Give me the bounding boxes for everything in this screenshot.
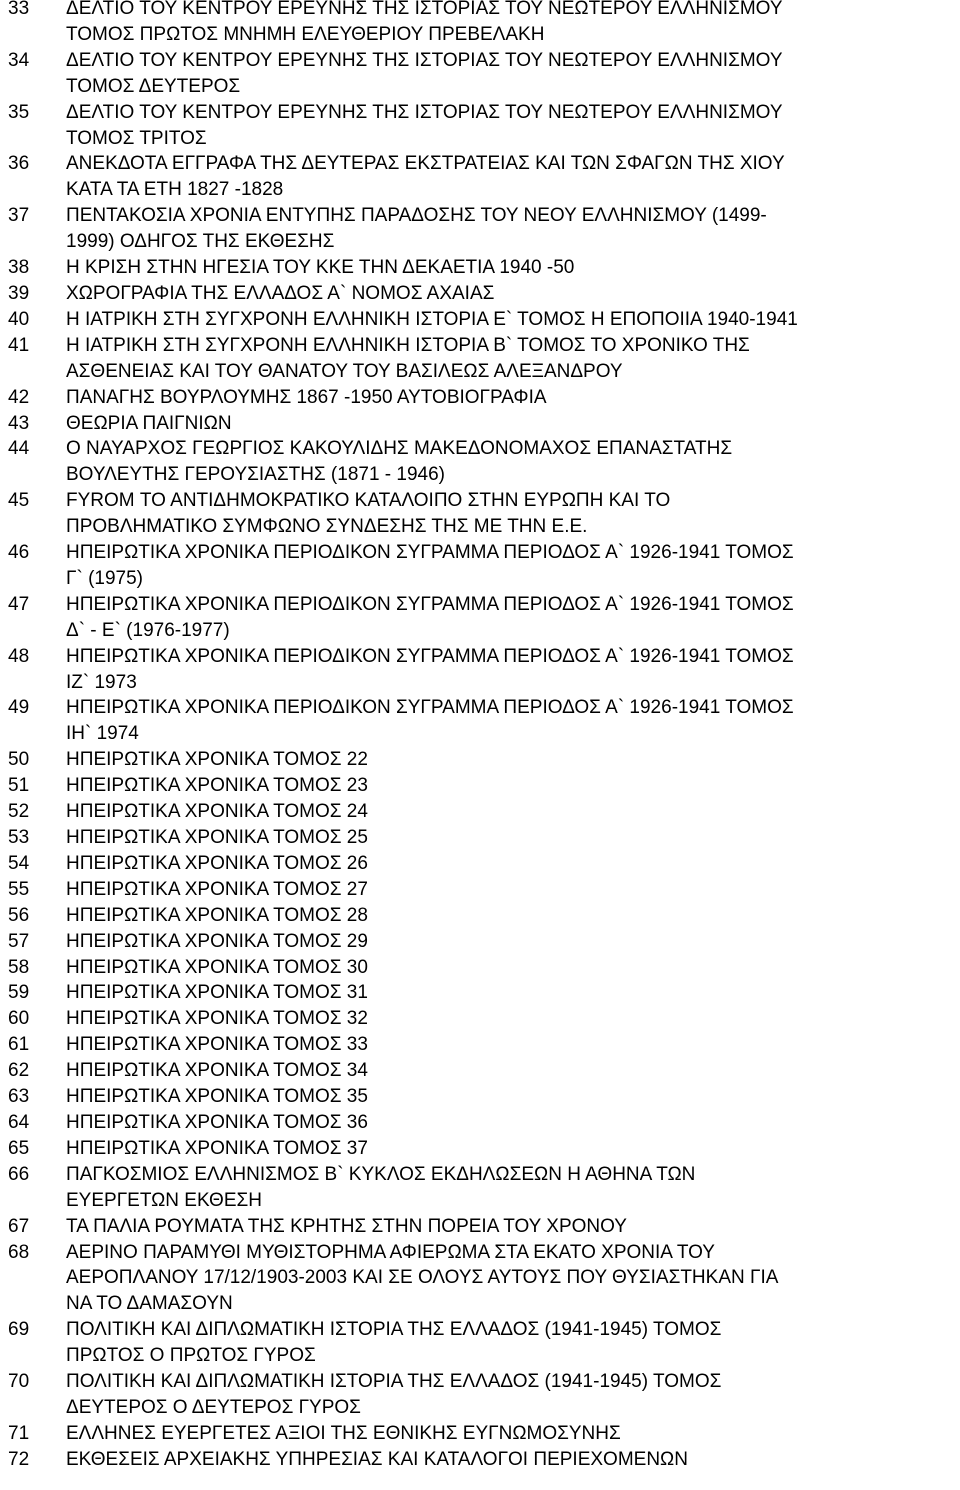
entry-number: 58 [8,956,30,978]
entry-title-line: ΗΠΕΙΡΩΤΙΚΑ ΧΡΟΝΙΚΑ ΤΟΜΟΣ 33 [66,1034,368,1056]
entry-number: 48 [8,645,30,667]
entry-title-line: ΗΠΕΙΡΩΤΙΚΑ ΧΡΟΝΙΚΑ ΤΟΜΟΣ 24 [66,801,368,823]
catalog-entry [0,1110,960,1136]
entry-title [66,307,960,333]
entry-number: 56 [8,904,30,926]
entry-title-line: Ο ΝΑΥΑΡΧΟΣ ΓΕΩΡΓΙΟΣ ΚΑΚΟΥΛΙΔΗΣ ΜΑΚΕΔΟΝΟΜΑΧΟΣ ΕΠΑΝΑΣΤΑΤΗΣ [66,438,733,460]
entry-title [66,1317,960,1369]
entry-title [66,1110,960,1136]
entry-number: 61 [8,1034,30,1056]
entry-number: 33 [8,0,30,19]
entry-number: 43 [8,412,30,434]
catalog-entry [0,307,960,333]
entry-title [66,411,960,437]
entry-title-line: ΗΠΕΙΡΩΤΙΚΑ ΧΡΟΝΙΚΑ ΤΟΜΟΣ 29 [66,930,368,952]
entry-number: 45 [8,490,30,512]
entry-title [66,877,960,903]
entry-title [66,281,960,307]
entry-number: 50 [8,749,30,771]
entry-title [66,695,960,747]
entry-title [66,203,960,255]
entry-title [66,825,960,851]
entry-title [66,1369,960,1421]
entry-title [66,151,960,203]
entry-title-line: ΗΠΕΙΡΩΤΙΚΑ ΧΡΟΝΙΚΑ ΤΟΜΟΣ 28 [66,904,368,926]
entry-title-line: ΔΕΛΤΙΟ ΤΟΥ ΚΕΝΤΡΟΥ ΕΡΕΥΝΗΣ ΤΗΣ ΙΣΤΟΡΙΑΣ ΤΟΥ ΝΕΩΤΕΡΟΥ ΕΛΛΗΝΙΣΜΟΥ [66,49,783,71]
catalog-entry [0,747,960,773]
entry-title-line: ΔΕΛΤΙΟ ΤΟΥ ΚΕΝΤΡΟΥ ΕΡΕΥΝΗΣ ΤΗΣ ΙΣΤΟΡΙΑΣ ΤΟΥ ΝΕΩΤΕΡΟΥ ΕΛΛΗΝΙΣΜΟΥ [66,0,783,19]
entry-title [66,1058,960,1084]
entry-number: 35 [8,101,30,123]
entry-title-line: ΗΠΕΙΡΩΤΙΚΑ ΧΡΟΝΙΚΑ ΤΟΜΟΣ 36 [66,1111,368,1133]
entry-title [66,980,960,1006]
entry-title-line: Γ` (1975) [66,567,143,589]
entry-title-line: ΒΟΥΛΕΥΤΗΣ ΓΕΡΟΥΣΙΑΣΤΗΣ (1871 - 1946) [66,464,446,486]
entry-number: 71 [8,1422,30,1444]
catalog-entry [0,100,960,152]
entry-title [66,1214,960,1240]
catalog-entry [0,281,960,307]
entry-number: 38 [8,257,30,279]
catalog-entry [0,980,960,1006]
entry-title-line: ΗΠΕΙΡΩΤΙΚΑ ΧΡΟΝΙΚΑ ΤΟΜΟΣ 35 [66,1086,368,1108]
entry-title [66,799,960,825]
entry-title-line: ΤΑ ΠΑΛΙΑ ΡΟΥΜΑΤΑ ΤΗΣ ΚΡΗΤΗΣ ΣΤΗΝ ΠΟΡΕΙΑ ΤΟΥ ΧΡΟΝΟΥ [66,1215,627,1237]
entry-title [66,436,960,488]
entry-title [66,1084,960,1110]
entry-title [66,1240,960,1318]
entry-title-line: ΑΝΕΚΔΟΤΑ ΕΓΓΡΑΦΑ ΤΗΣ ΔΕΥΤΕΡΑΣ ΕΚΣΤΡΑΤΕΙΑΣ ΚΑΙ ΤΩΝ ΣΦΑΓΩΝ ΤΗΣ ΧΙΟΥ [66,153,785,175]
entry-title-line: ΗΠΕΙΡΩΤΙΚΑ ΧΡΟΝΙΚΑ ΠΕΡΙΟΔΙΚΟΝ ΣΥΓΡΑΜΜΑ ΠΕΡΙΟΔΟΣ Α` 1926-1941 ΤΟΜΟΣ [66,697,794,719]
entry-title-line: ΙΗ` 1974 [66,723,139,745]
entry-number: 37 [8,205,30,227]
entry-title-line: ΠΕΝΤΑΚΟΣΙΑ ΧΡΟΝΙΑ ΕΝΤΥΠΗΣ ΠΑΡΑΔΟΣΗΣ ΤΟΥ ΝΕΟΥ ΕΛΛΗΝΙΣΜΟΥ (1499- [66,205,767,227]
entry-title-line: ΗΠΕΙΡΩΤΙΚΑ ΧΡΟΝΙΚΑ ΤΟΜΟΣ 32 [66,1008,368,1030]
entry-title-line: ΕΚΘΕΣΕΙΣ ΑΡΧΕΙΑΚΗΣ ΥΠΗΡΕΣΙΑΣ ΚΑΙ ΚΑΤΑΛΟΓΟΙ ΠΕΡΙΕΧΟΜΕΝΩΝ [66,1448,688,1470]
entry-title [66,903,960,929]
entry-title-line: ΗΠΕΙΡΩΤΙΚΑ ΧΡΟΝΙΚΑ ΠΕΡΙΟΔΙΚΟΝ ΣΥΓΡΑΜΜΑ ΠΕΡΙΟΔΟΣ Α` 1926-1941 ΤΟΜΟΣ [66,542,794,564]
catalog-entry [0,1240,960,1318]
entry-title-line: ΚΑΤΑ ΤΑ ΕΤΗ 1827 -1828 [66,179,284,201]
catalog-entry [0,955,960,981]
entry-title-line: ΗΠΕΙΡΩΤΙΚΑ ΧΡΟΝΙΚΑ ΤΟΜΟΣ 30 [66,956,368,978]
entry-number: 66 [8,1163,30,1185]
entry-title-line: ΠΟΛΙΤΙΚΗ ΚΑΙ ΔΙΠΛΩΜΑΤΙΚΗ ΙΣΤΟΡΙΑ ΤΗΣ ΕΛΛΑΔΟΣ (1941-1945) ΤΟΜΟΣ [66,1319,722,1341]
entry-number: 55 [8,878,30,900]
entry-title [66,0,960,48]
entry-title-line: ΠΟΛΙΤΙΚΗ ΚΑΙ ΔΙΠΛΩΜΑΤΙΚΗ ΙΣΤΟΡΙΑ ΤΗΣ ΕΛΛΑΔΟΣ (1941-1945) ΤΟΜΟΣ [66,1371,722,1393]
catalog-entry [0,773,960,799]
entry-title-line: ΗΠΕΙΡΩΤΙΚΑ ΧΡΟΝΙΚΑ ΤΟΜΟΣ 27 [66,878,368,900]
catalog-entry [0,151,960,203]
entry-title [66,1006,960,1032]
entry-number: 72 [8,1448,30,1470]
entry-title [66,540,960,592]
entry-title [66,929,960,955]
entry-number: 41 [8,334,30,356]
entry-number: 59 [8,982,30,1004]
catalog-entry [0,799,960,825]
entry-title [66,1136,960,1162]
entry-title-line: ΠΡΟΒΛΗΜΑΤΙΚΟ ΣΥΜΦΩΝΟ ΣΥΝΔΕΣΗΣ ΤΗΣ ΜΕ ΤΗΝ Ε.Ε. [66,516,588,538]
catalog-entry [0,540,960,592]
entry-title-line: ΗΠΕΙΡΩΤΙΚΑ ΧΡΟΝΙΚΑ ΠΕΡΙΟΔΙΚΟΝ ΣΥΓΡΑΜΜΑ ΠΕΡΙΟΔΟΣ Α` 1926-1941 ΤΟΜΟΣ [66,593,794,615]
entry-title [66,644,960,696]
entry-title-line: ΑΕΡΟΠΛΑΝΟΥ 17/12/1903-2003 ΚΑΙ ΣΕ ΟΛΟΥΣ ΑΥΤΟΥΣ ΠΟΥ ΘΥΣΙΑΣΤΗΚΑΝ ΓΙΑ [66,1267,779,1289]
entry-number: 67 [8,1215,30,1237]
entry-number: 42 [8,386,30,408]
entry-title-line: ΗΠΕΙΡΩΤΙΚΑ ΧΡΟΝΙΚΑ ΤΟΜΟΣ 26 [66,852,368,874]
catalog-entry [0,1084,960,1110]
catalog-entry [0,1136,960,1162]
entry-title-line: ΠΡΩΤΟΣ Ο ΠΡΩΤΟΣ ΓΥΡΟΣ [66,1345,316,1367]
entry-number: 64 [8,1111,30,1133]
entry-title-line: ΗΠΕΙΡΩΤΙΚΑ ΧΡΟΝΙΚΑ ΤΟΜΟΣ 31 [66,982,368,1004]
entry-title-line: ΗΠΕΙΡΩΤΙΚΑ ΧΡΟΝΙΚΑ ΤΟΜΟΣ 34 [66,1060,368,1082]
entry-number: 40 [8,308,30,330]
entry-title [66,592,960,644]
entry-title-line: ΠΑΓΚΟΣΜΙΟΣ ΕΛΛΗΝΙΣΜΟΣ Β` ΚΥΚΛΟΣ ΕΚΔΗΛΩΣΕΩΝ Η ΑΘΗΝΑ ΤΩΝ [66,1163,696,1185]
catalog-entry [0,592,960,644]
catalog-entry [0,1162,960,1214]
catalog-entry [0,851,960,877]
entry-title-line: Η ΚΡΙΣΗ ΣΤΗΝ ΗΓΕΣΙΑ ΤΟΥ ΚΚΕ ΤΗΝ ΔΕΚΑΕΤΙΑ 1940 -50 [66,257,575,279]
entry-number: 54 [8,852,30,874]
entry-number: 69 [8,1319,30,1341]
entry-title [66,488,960,540]
entry-title-line: ΗΠΕΙΡΩΤΙΚΑ ΧΡΟΝΙΚΑ ΤΟΜΟΣ 22 [66,749,368,771]
catalog-entry [0,1369,960,1421]
entry-number: 60 [8,1008,30,1030]
entry-title-line: ΕΛΛΗΝΕΣ ΕΥΕΡΓΕΤΕΣ ΑΞΙΟΙ ΤΗΣ ΕΘΝΙΚΗΣ ΕΥΓΝΩΜΟΣΥΝΗΣ [66,1422,621,1444]
catalog-entry [0,1421,960,1447]
catalog-entry [0,48,960,100]
entry-number: 52 [8,801,30,823]
entry-title-line: ΝΑ ΤΟ ΔΑΜΑΣΟΥΝ [66,1293,233,1315]
catalog-entry [0,411,960,437]
entry-title-line: ΧΩΡΟΓΡΑΦΙΑ ΤΗΣ ΕΛΛΑΔΟΣ Α` ΝΟΜΟΣ ΑΧΑΙΑΣ [66,282,495,304]
catalog-entry [0,877,960,903]
entry-title-line: FYROM ΤΟ ΑΝΤΙΔΗΜΟΚΡΑΤΙΚΟ ΚΑΤΑΛΟΙΠΟ ΣΤΗΝ ΕΥΡΩΠΗ ΚΑΙ ΤΟ [66,490,671,512]
entry-number: 68 [8,1241,30,1263]
entry-number: 57 [8,930,30,952]
catalog-entry [0,644,960,696]
entry-title [66,851,960,877]
catalog-entry [0,203,960,255]
entry-title [66,1162,960,1214]
entry-title-line: Δ` - Ε` (1976-1977) [66,619,230,641]
entry-title [66,48,960,100]
entry-title-line: ΗΠΕΙΡΩΤΙΚΑ ΧΡΟΝΙΚΑ ΤΟΜΟΣ 37 [66,1137,368,1159]
catalog-entry [0,825,960,851]
catalog-entry [0,436,960,488]
catalog-entry [0,385,960,411]
entry-title [66,747,960,773]
catalog-entry [0,1006,960,1032]
entry-title-line: ΗΠΕΙΡΩΤΙΚΑ ΧΡΟΝΙΚΑ ΤΟΜΟΣ 23 [66,775,368,797]
entry-title-line: Η ΙΑΤΡΙΚΗ ΣΤΗ ΣΥΓΧΡΟΝΗ ΕΛΛΗΝΙΚΗ ΙΣΤΟΡΙΑ Ε` ΤΟΜΟΣ Η ΕΠΟΠΟΙΙΑ 1940-1941 [66,308,798,330]
entry-title [66,1447,960,1473]
entry-number: 49 [8,697,30,719]
entry-title [66,100,960,152]
entry-title [66,255,960,281]
entry-title-line: ΔΕΛΤΙΟ ΤΟΥ ΚΕΝΤΡΟΥ ΕΡΕΥΝΗΣ ΤΗΣ ΙΣΤΟΡΙΑΣ ΤΟΥ ΝΕΩΤΕΡΟΥ ΕΛΛΗΝΙΣΜΟΥ [66,101,783,123]
catalog-entry [0,0,960,48]
catalog-entry [0,695,960,747]
entry-title-line: ΙΖ` 1973 [66,671,137,693]
entry-title [66,773,960,799]
entry-number: 70 [8,1371,30,1393]
entry-title-line: ΑΕΡΙΝΟ ΠΑΡΑΜΥΘΙ ΜΥΘΙΣΤΟΡΗΜΑ ΑΦΙΕΡΩΜΑ ΣΤΑ ΕΚΑΤΟ ΧΡΟΝΙΑ ΤΟΥ [66,1241,715,1263]
entry-number: 44 [8,438,30,460]
entry-number: 53 [8,827,30,848]
catalog-entry [0,1447,960,1473]
entry-title-line: ΕΥΕΡΓΕΤΩΝ ΕΚΘΕΣΗ [66,1189,262,1211]
catalog-entry [0,1214,960,1240]
entry-title-line: ΑΣΘΕΝΕΙΑΣ ΚΑΙ ΤΟΥ ΘΑΝΑΤΟΥ ΤΟΥ ΒΑΣΙΛΕΩΣ ΑΛΕΞΑΝΔΡΟΥ [66,360,623,382]
entry-title [66,1421,960,1447]
entry-title-line: ΘΕΩΡΙΑ ΠΑΙΓΝΙΩΝ [66,412,232,434]
entry-number: 46 [8,542,30,564]
entry-title [66,1032,960,1058]
entry-number: 63 [8,1086,30,1108]
catalog-entry [0,903,960,929]
entry-number: 34 [8,49,30,71]
catalog-entry [0,929,960,955]
entry-title-line: ΠΑΝΑΓΗΣ ΒΟΥΡΛΟΥΜΗΣ 1867 -1950 ΑΥΤΟΒΙΟΓΡΑΦΙΑ [66,386,547,408]
entry-number: 51 [8,775,30,797]
entry-title-line: ΤΟΜΟΣ ΔΕΥΤΕΡΟΣ [66,75,241,97]
entry-number: 65 [8,1137,30,1159]
catalog-entry [0,1058,960,1084]
entry-number: 36 [8,153,30,175]
entry-title-line: ΗΠΕΙΡΩΤΙΚΑ ΧΡΟΝΙΚΑ ΤΟΜΟΣ 25 [66,827,368,848]
entry-title-line: ΔΕΥΤΕΡΟΣ Ο ΔΕΥΤΕΡΟΣ ΓΥΡΟΣ [66,1396,361,1418]
entry-title-line: ΤΟΜΟΣ ΠΡΩΤΟΣ ΜΝΗΜΗ ΕΛΕΥΘΕΡΙΟΥ ΠΡΕΒΕΛΑΚΗ [66,23,545,45]
catalog-entry [0,1032,960,1058]
entry-number: 47 [8,593,30,615]
entry-title-line: ΗΠΕΙΡΩΤΙΚΑ ΧΡΟΝΙΚΑ ΠΕΡΙΟΔΙΚΟΝ ΣΥΓΡΑΜΜΑ ΠΕΡΙΟΔΟΣ Α` 1926-1941 ΤΟΜΟΣ [66,645,794,667]
catalog-entry [0,333,960,385]
catalog-entry [0,1317,960,1369]
entry-title [66,385,960,411]
entry-title [66,955,960,981]
entry-title-line: Η ΙΑΤΡΙΚΗ ΣΤΗ ΣΥΓΧΡΟΝΗ ΕΛΛΗΝΙΚΗ ΙΣΤΟΡΙΑ Β` ΤΟΜΟΣ ΤΟ ΧΡΟΝΙΚΟ ΤΗΣ [66,334,750,356]
entry-title-line: ΤΟΜΟΣ ΤΡΙΤΟΣ [66,127,207,149]
entry-number: 62 [8,1060,30,1082]
entry-title-line: 1999) ΟΔΗΓΟΣ ΤΗΣ ΕΚΘΕΣΗΣ [66,231,335,253]
entry-number: 39 [8,282,30,304]
entry-title [66,333,960,385]
catalog-entry [0,255,960,281]
catalog-entry [0,488,960,540]
